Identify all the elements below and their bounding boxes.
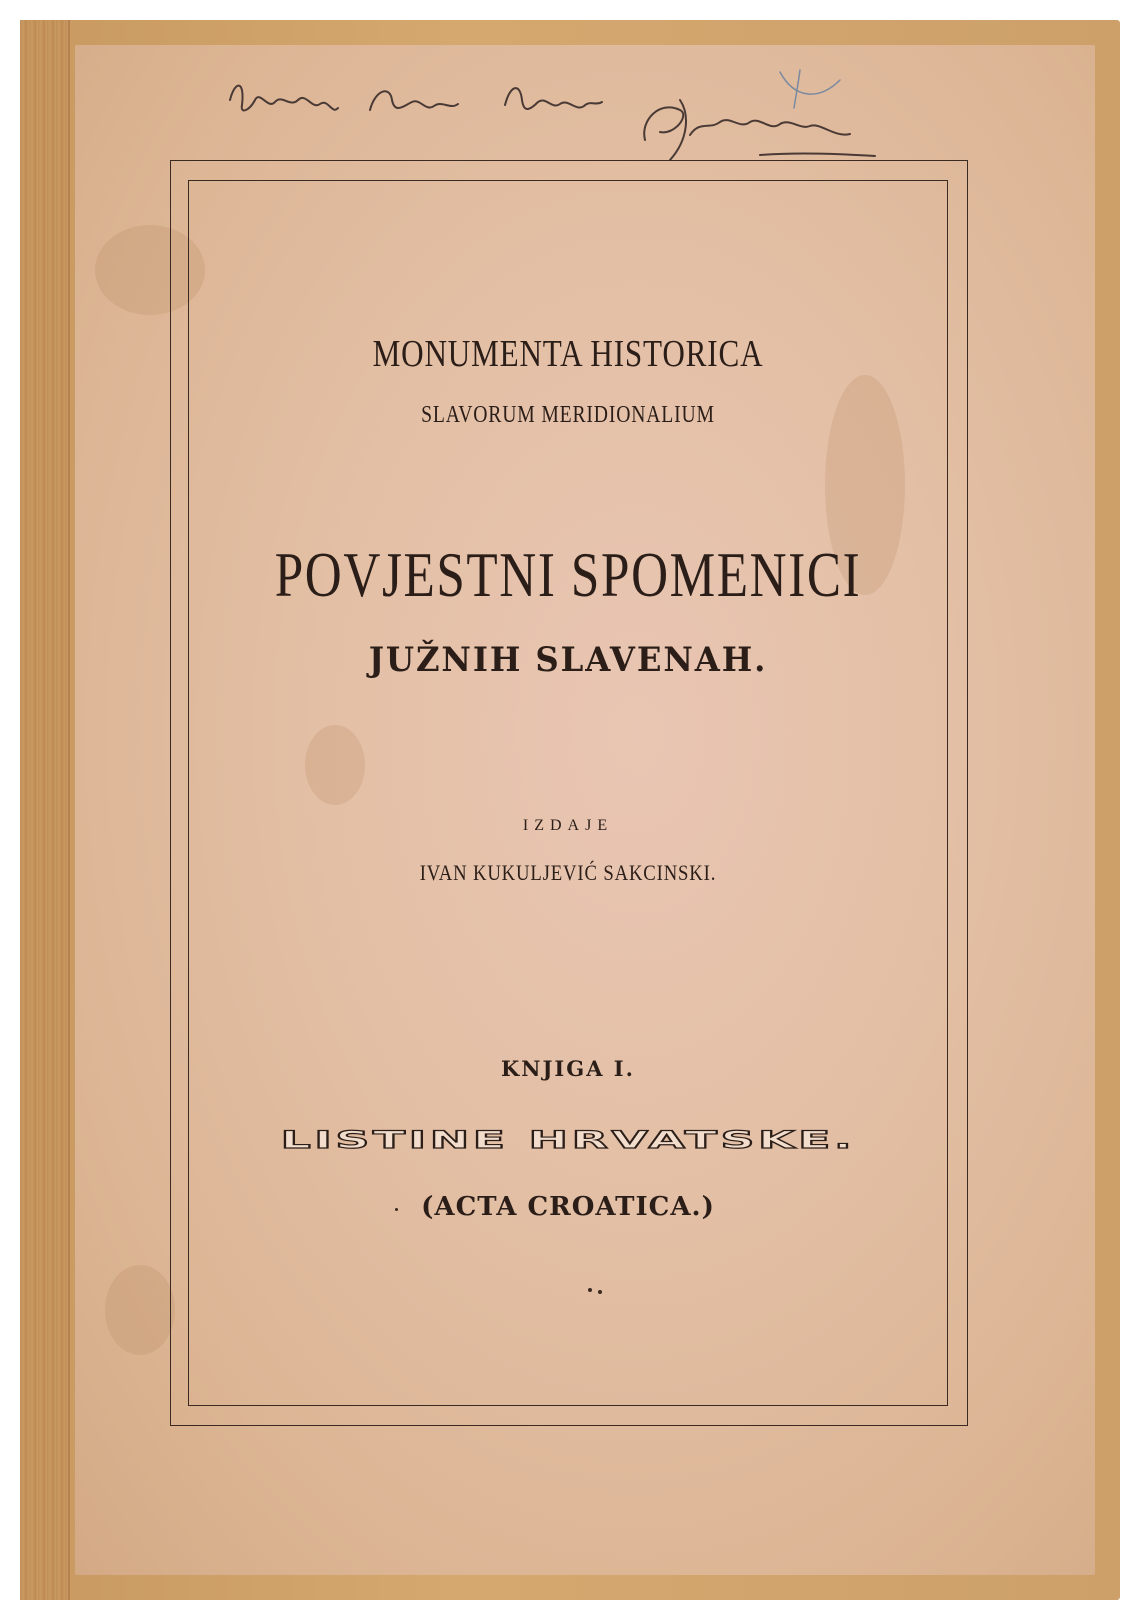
- part-title: LISTINE HRVATSKE.: [280, 1126, 856, 1154]
- main-subtitle: JUŽNIH SLAVENAH.: [368, 640, 768, 680]
- ink-speck: [588, 1288, 592, 1292]
- ink-speck: [598, 1290, 602, 1294]
- publisher-label: IZDAJE: [522, 817, 614, 834]
- ink-speck: [395, 1208, 398, 1211]
- main-title: POVJESTNI SPOMENICI: [274, 539, 862, 610]
- part-subtitle: (ACTA CROATICA.): [421, 1192, 715, 1222]
- series-title: MONUMENTA HISTORICA: [372, 333, 764, 375]
- volume-number: KNJIGA I.: [501, 1056, 635, 1081]
- handwritten-inscription: [220, 60, 900, 170]
- book-spine: [20, 20, 70, 1600]
- series-subtitle: SLAVORUM MERIDIONALIUM: [421, 402, 715, 428]
- author-name: IVAN KUKULJEVIĆ SAKCINSKI.: [419, 860, 717, 885]
- paper-stain: [105, 1265, 175, 1355]
